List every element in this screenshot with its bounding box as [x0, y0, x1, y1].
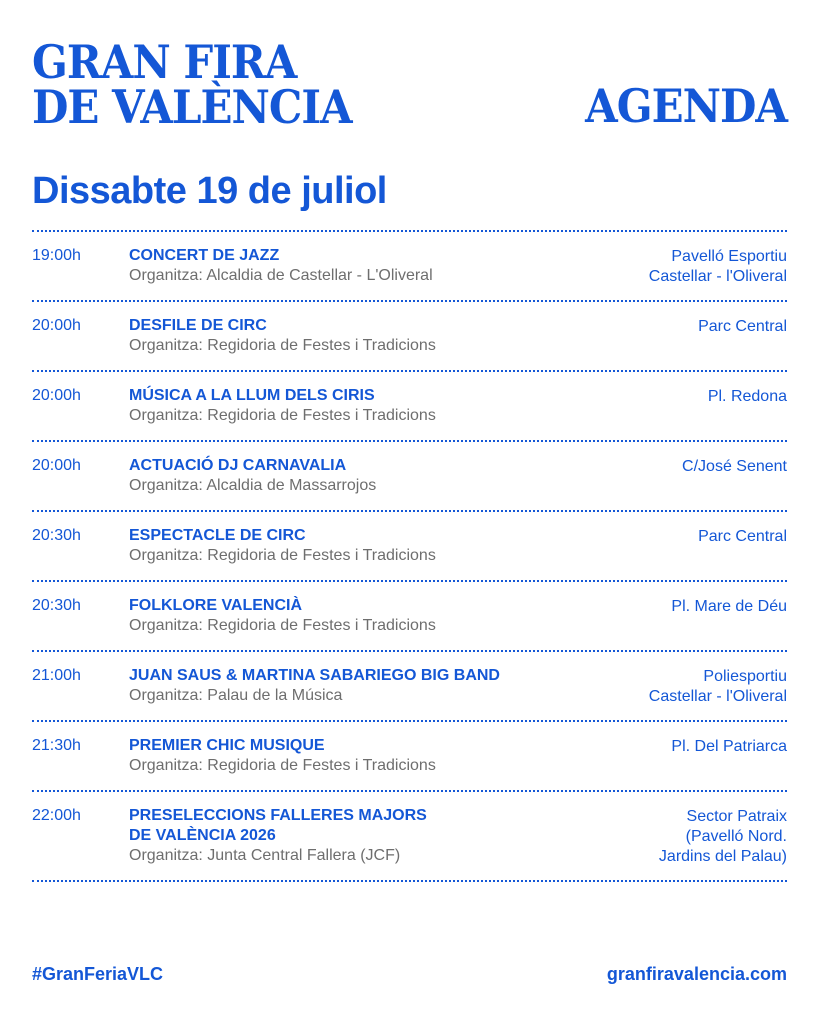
organizer-name: Regidoria de Festes i Tradicions — [207, 547, 436, 564]
event-details — [129, 526, 529, 566]
agenda-heading: AGENDA — [585, 79, 787, 133]
event-title: ESPECTACLE DE CIRC — [129, 527, 306, 544]
event-time: 19:00h — [32, 247, 81, 264]
event-time: 20:00h — [32, 457, 81, 474]
event-row — [32, 792, 787, 882]
event-venue: Pavelló Esportiu Castellar - l'Oliveral — [648, 248, 787, 285]
event-details — [129, 316, 529, 356]
event-title: JUAN SAUS & MARTINA SABARIEGO BIG BAND — [129, 667, 500, 684]
event-details — [129, 736, 529, 776]
event-organizer — [129, 846, 529, 866]
event-venue: Parc Central — [698, 528, 787, 545]
event-title: DESFILE DE CIRC — [129, 317, 267, 334]
event-title: PREMIER CHIC MUSIQUE — [129, 737, 325, 754]
event-time: 22:00h — [32, 807, 81, 824]
event-details — [129, 456, 529, 496]
event-row — [32, 652, 787, 722]
organizer-label: Organitza: — [129, 847, 203, 864]
event-details — [129, 806, 529, 866]
event-organizer — [129, 686, 529, 706]
organizer-name: Alcaldia de Massarrojos — [206, 477, 377, 494]
organizer-label: Organitza: — [129, 617, 203, 634]
event-row — [32, 442, 787, 512]
event-time: 20:30h — [32, 597, 81, 614]
event-organizer — [129, 406, 529, 426]
event-organizer — [129, 546, 529, 566]
organizer-name: Junta Central Fallera (JCF) — [207, 847, 401, 864]
event-title: PRESELECCIONS FALLERES MAJORS DE VALÈNCIA 2026 — [129, 807, 427, 844]
organizer-label: Organitza: — [129, 757, 203, 774]
event-organizer — [129, 266, 529, 286]
event-date: Dissabte 19 de juliol — [32, 170, 387, 212]
organizer-label: Organitza: — [129, 267, 203, 284]
brand-line-1: GRAN FIRA — [32, 35, 297, 89]
organizer-name: Palau de la Música — [207, 687, 343, 704]
event-row — [32, 372, 787, 442]
event-row — [32, 722, 787, 792]
event-details — [129, 246, 529, 286]
organizer-name: Regidoria de Festes i Tradicions — [207, 337, 436, 354]
event-venue: Poliesportiu Castellar - l'Oliveral — [648, 668, 787, 705]
hashtag: #GranFeriaVLC — [32, 964, 164, 984]
brand-line-2: DE VALÈNCIA — [32, 81, 352, 134]
event-time: 20:00h — [32, 317, 81, 334]
event-time: 21:00h — [32, 667, 81, 684]
event-title: MÚSICA A LA LLUM DELS CIRIS — [129, 387, 375, 404]
event-organizer — [129, 336, 529, 356]
event-organizer — [129, 476, 529, 496]
organizer-name: Regidoria de Festes i Tradicions — [207, 617, 436, 634]
event-venue: C/José Senent — [682, 458, 787, 475]
organizer-name: Alcaldia de Castellar - L'Oliveral — [206, 267, 433, 284]
event-title: ACTUACIÓ DJ CARNAVALIA — [129, 457, 347, 474]
event-venue: Pl. Mare de Déu — [671, 598, 787, 615]
organizer-name: Regidoria de Festes i Tradicions — [207, 407, 436, 424]
event-row — [32, 512, 787, 582]
event-row — [32, 302, 787, 372]
event-venue: Sector Patraix (Pavelló Nord. Jardins del Palau) — [658, 808, 787, 865]
event-time: 20:00h — [32, 387, 81, 404]
event-venue: Pl. Del Patriarca — [671, 738, 787, 755]
organizer-name: Regidoria de Festes i Tradicions — [207, 757, 436, 774]
organizer-label: Organitza: — [129, 337, 203, 354]
organizer-label: Organitza: — [129, 477, 203, 494]
event-organizer — [129, 616, 529, 636]
website-link[interactable]: granfiravalencia.com — [606, 964, 787, 984]
organizer-label: Organitza: — [129, 407, 203, 424]
event-row — [32, 582, 787, 652]
event-venue: Parc Central — [698, 318, 787, 335]
event-details — [129, 386, 529, 426]
event-organizer — [129, 756, 529, 776]
brand-logo — [32, 35, 352, 134]
event-details — [129, 666, 529, 706]
organizer-label: Organitza: — [129, 687, 203, 704]
event-row — [32, 232, 787, 302]
event-title: CONCERT DE JAZZ — [129, 247, 280, 264]
event-details — [129, 596, 529, 636]
event-time: 21:30h — [32, 737, 81, 754]
organizer-label: Organitza: — [129, 547, 203, 564]
event-venue: Pl. Redona — [707, 388, 787, 405]
event-list — [32, 230, 787, 882]
event-time: 20:30h — [32, 527, 81, 544]
event-title: FOLKLORE VALENCIÀ — [129, 597, 303, 614]
